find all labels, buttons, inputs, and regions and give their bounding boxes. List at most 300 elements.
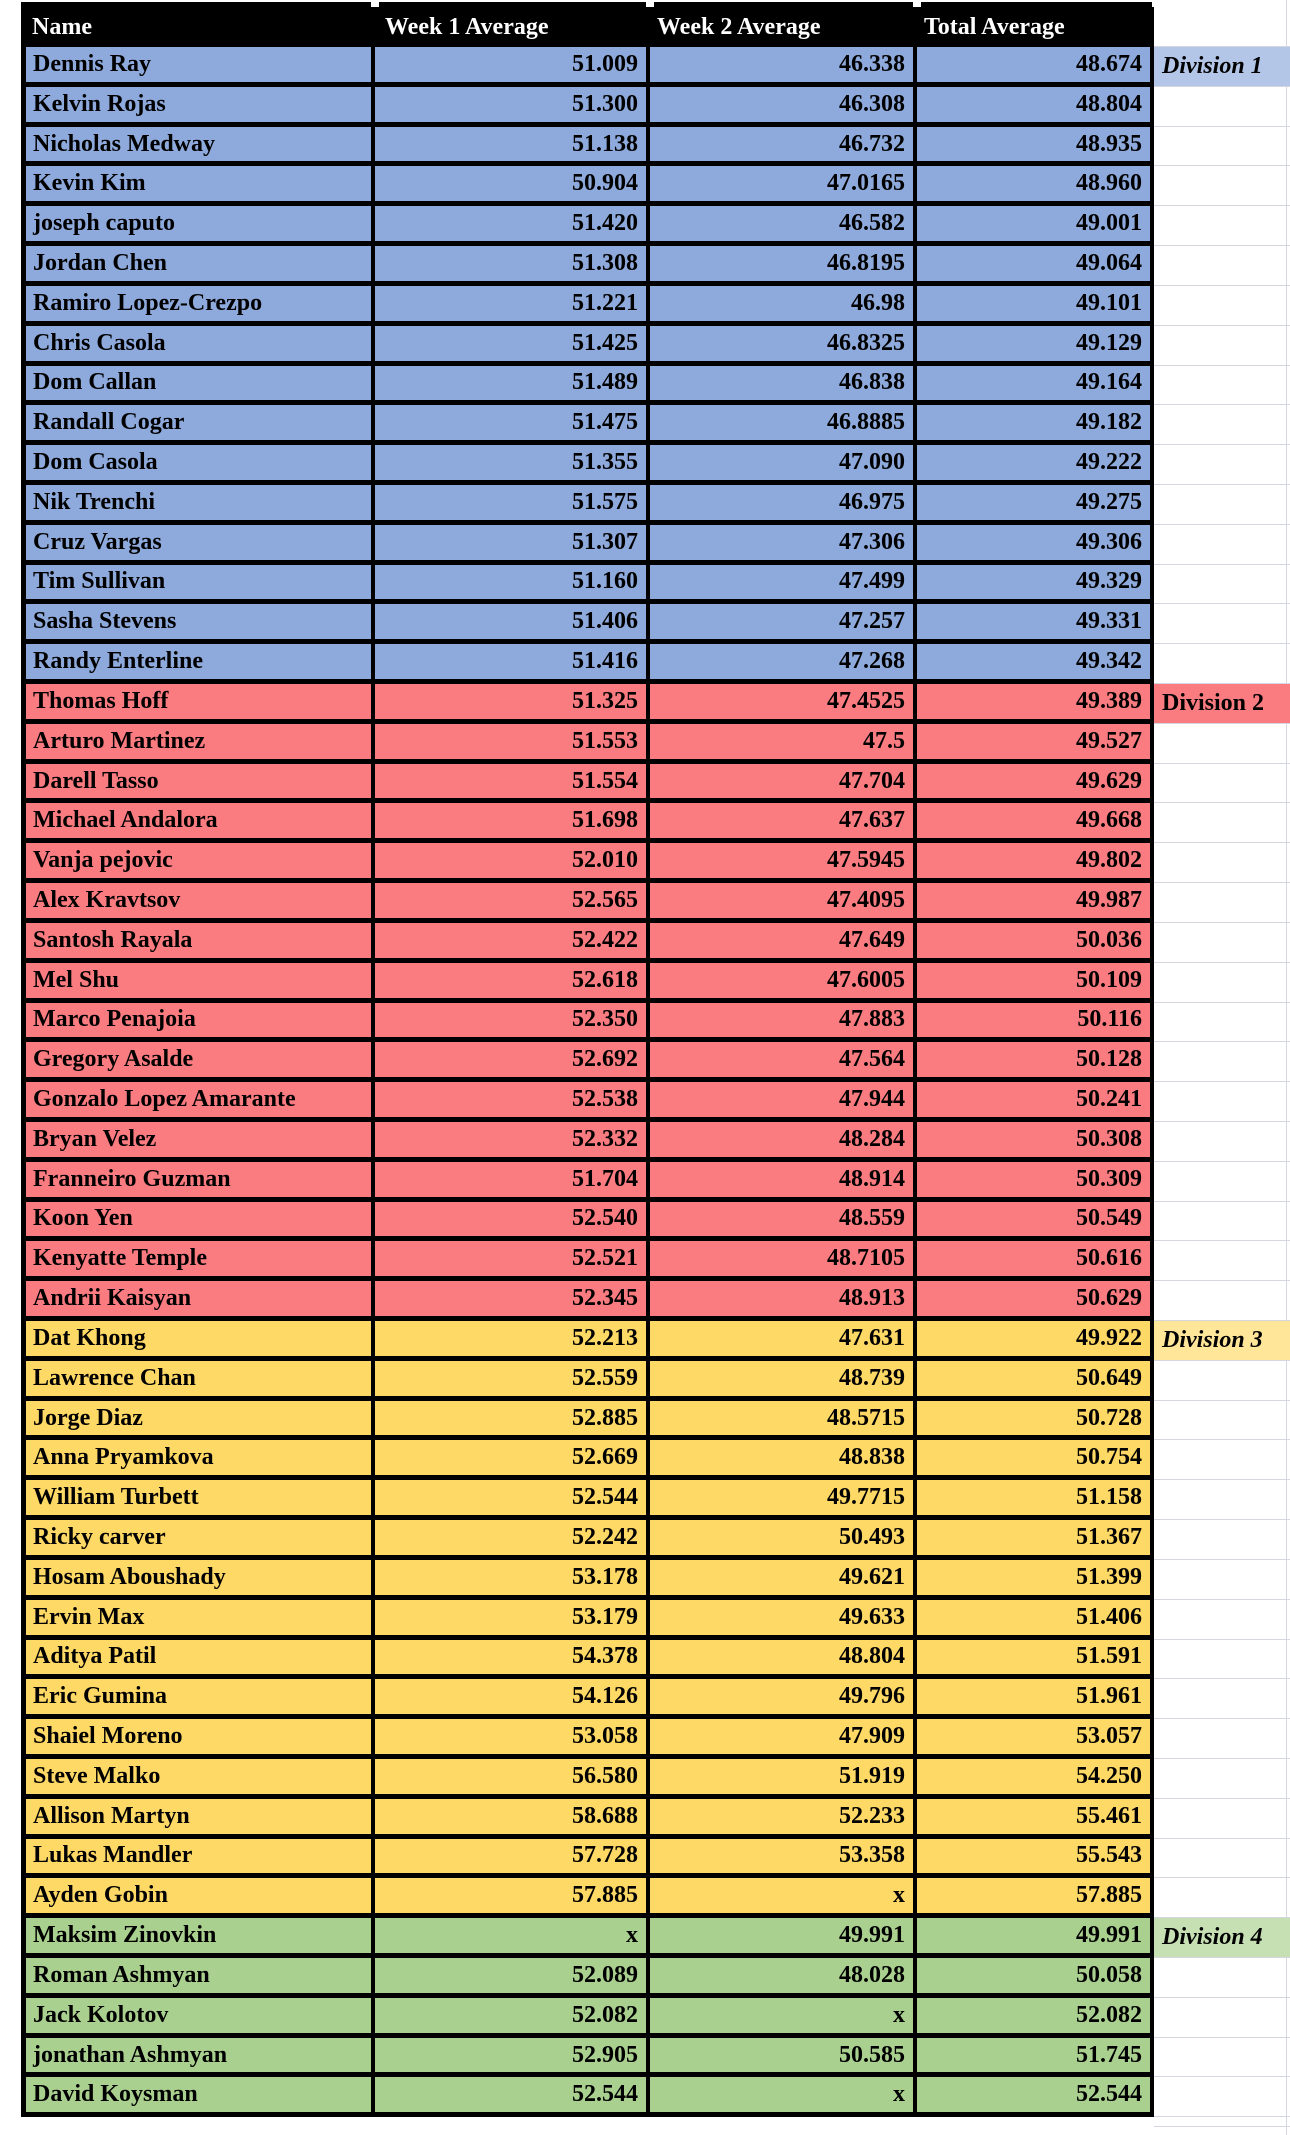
week2-average-cell[interactable]: 46.8195	[650, 246, 917, 286]
division-label-cell	[1154, 724, 1290, 764]
division-label-cell	[1154, 1241, 1290, 1281]
table-row	[21, 246, 1290, 286]
player-name-cell[interactable]: jonathan Ashmyan	[21, 2038, 375, 2078]
player-name-cell[interactable]: Thomas Hoff	[21, 684, 375, 724]
division-label-cell	[1154, 1401, 1290, 1441]
week2-average-cell[interactable]: 48.284	[650, 1122, 917, 1162]
week2-average-cell[interactable]: 47.499	[650, 565, 917, 605]
week2-average-cell[interactable]: 46.98	[650, 286, 917, 326]
week2-average-cell[interactable]: 47.306	[650, 525, 917, 565]
week1-average-cell[interactable]: 53.179	[375, 1600, 650, 1640]
total-average-cell[interactable]: 49.629	[917, 764, 1154, 804]
division-label-cell: Division 4	[1154, 1918, 1290, 1958]
week2-average-cell[interactable]: 49.621	[650, 1560, 917, 1600]
week1-average-cell[interactable]: 51.553	[375, 724, 650, 764]
player-name-cell[interactable]: Shaiel Moreno	[21, 1719, 375, 1759]
week2-average-cell[interactable]: 47.631	[650, 1321, 917, 1361]
division-label-cell	[1154, 843, 1290, 883]
week2-average-cell[interactable]: 47.6005	[650, 963, 917, 1003]
player-name-cell[interactable]: Andrii Kaisyan	[21, 1281, 375, 1321]
player-name-cell[interactable]: Ayden Gobin	[21, 1878, 375, 1918]
week1-average-cell[interactable]: 52.350	[375, 1003, 650, 1043]
player-name-cell[interactable]: Lawrence Chan	[21, 1361, 375, 1401]
week1-average-cell[interactable]: 50.904	[375, 166, 650, 206]
player-name-cell[interactable]: Alex Kravtsov	[21, 883, 375, 923]
table-row	[21, 366, 1290, 406]
total-average-cell[interactable]: 51.961	[917, 1679, 1154, 1719]
week1-average-cell[interactable]: 51.307	[375, 525, 650, 565]
division-label-cell	[1154, 803, 1290, 843]
division-label-cell	[1154, 565, 1290, 605]
division-label-cell	[1154, 1839, 1290, 1879]
week2-average-cell[interactable]: 47.257	[650, 604, 917, 644]
player-name-cell[interactable]: Aditya Patil	[21, 1640, 375, 1680]
week1-average-cell[interactable]: 51.406	[375, 604, 650, 644]
table-body	[21, 47, 1290, 2117]
week1-average-cell[interactable]: 52.559	[375, 1361, 650, 1401]
total-average-cell[interactable]: 52.082	[917, 1998, 1154, 2038]
column-header-name[interactable]: Name	[32, 13, 92, 40]
division-label-cell	[1154, 405, 1290, 445]
total-average-cell[interactable]: 50.728	[917, 1401, 1154, 1441]
player-name-cell[interactable]: Steve Malko	[21, 1759, 375, 1799]
total-average-cell[interactable]: 50.128	[917, 1042, 1154, 1082]
table-row	[21, 1560, 1290, 1600]
total-average-cell[interactable]: 53.057	[917, 1719, 1154, 1759]
total-average-cell[interactable]: 49.987	[917, 883, 1154, 923]
player-name-cell[interactable]: Dat Khong	[21, 1321, 375, 1361]
week2-average-cell[interactable]: 46.732	[650, 127, 917, 167]
division-label-cell	[1154, 1679, 1290, 1719]
week2-average-cell[interactable]: 47.704	[650, 764, 917, 804]
player-name-cell[interactable]: Vanja pejovic	[21, 843, 375, 883]
column-header-week2[interactable]: Week 2 Average	[657, 13, 821, 40]
player-name-cell[interactable]: Jordan Chen	[21, 246, 375, 286]
week2-average-cell[interactable]: 46.975	[650, 485, 917, 525]
week2-average-cell[interactable]: 48.559	[650, 1202, 917, 1242]
week1-average-cell[interactable]: 52.544	[375, 1480, 650, 1520]
table-row	[21, 764, 1290, 804]
table-row	[21, 724, 1290, 764]
week2-average-cell[interactable]: 49.633	[650, 1600, 917, 1640]
division-label-cell	[1154, 326, 1290, 366]
player-name-cell[interactable]: Bryan Velez	[21, 1122, 375, 1162]
total-average-cell[interactable]: 49.001	[917, 206, 1154, 246]
player-name-cell[interactable]: Koon Yen	[21, 1202, 375, 1242]
player-name-cell[interactable]: Kevin Kim	[21, 166, 375, 206]
player-name-cell[interactable]: Jorge Diaz	[21, 1401, 375, 1441]
week1-average-cell[interactable]: 51.160	[375, 565, 650, 605]
week2-average-cell[interactable]: 47.649	[650, 923, 917, 963]
week2-average-cell[interactable]: 49.796	[650, 1679, 917, 1719]
division-label-cell	[1154, 1640, 1290, 1680]
week2-average-cell[interactable]: 47.090	[650, 445, 917, 485]
player-name-cell[interactable]: Ricky carver	[21, 1520, 375, 1560]
week2-average-cell[interactable]: 47.944	[650, 1082, 917, 1122]
week2-average-cell[interactable]: 50.493	[650, 1520, 917, 1560]
player-name-cell[interactable]: Ramiro Lopez-Crezpo	[21, 286, 375, 326]
total-average-cell[interactable]: 49.164	[917, 366, 1154, 406]
header-row	[21, 7, 1154, 47]
player-name-cell[interactable]: Maksim Zinovkin	[21, 1918, 375, 1958]
week1-average-cell[interactable]: 52.082	[375, 1998, 650, 2038]
player-name-cell[interactable]: Jack Kolotov	[21, 1998, 375, 2038]
division-label-cell	[1154, 1759, 1290, 1799]
week2-average-cell[interactable]: 48.028	[650, 1958, 917, 1998]
table-row	[21, 684, 1290, 724]
week1-average-cell[interactable]: 52.565	[375, 883, 650, 923]
week1-average-cell[interactable]: 51.308	[375, 246, 650, 286]
total-average-cell[interactable]: 50.109	[917, 963, 1154, 1003]
division-label-cell	[1154, 1440, 1290, 1480]
total-average-cell[interactable]: 49.129	[917, 326, 1154, 366]
table-row	[21, 1958, 1290, 1998]
week1-average-cell[interactable]: 56.580	[375, 1759, 650, 1799]
week1-average-cell[interactable]: 52.242	[375, 1520, 650, 1560]
total-average-cell[interactable]: 50.241	[917, 1082, 1154, 1122]
division-label-cell	[1154, 166, 1290, 206]
week1-average-cell[interactable]: 51.425	[375, 326, 650, 366]
week1-average-cell[interactable]: 52.669	[375, 1440, 650, 1480]
total-average-cell[interactable]: 51.745	[917, 2038, 1154, 2078]
player-name-cell[interactable]: Mel Shu	[21, 963, 375, 1003]
player-name-cell[interactable]: Santosh Rayala	[21, 923, 375, 963]
week1-average-cell[interactable]: 52.422	[375, 923, 650, 963]
week1-average-cell[interactable]: 52.618	[375, 963, 650, 1003]
division-label-cell	[1154, 1281, 1290, 1321]
week1-average-cell[interactable]: 57.885	[375, 1878, 650, 1918]
week1-average-cell[interactable]: 51.575	[375, 485, 650, 525]
division-label-cell	[1154, 525, 1290, 565]
division-label-cell	[1154, 1082, 1290, 1122]
total-average-cell[interactable]: 51.158	[917, 1480, 1154, 1520]
column-header-total[interactable]: Total Average	[924, 13, 1065, 40]
total-average-cell[interactable]: 57.885	[917, 1878, 1154, 1918]
division-label-cell	[1154, 963, 1290, 1003]
total-average-cell[interactable]: 49.331	[917, 604, 1154, 644]
total-average-cell[interactable]: 49.306	[917, 525, 1154, 565]
division-label-cell	[1154, 485, 1290, 525]
week1-average-cell[interactable]: 52.089	[375, 1958, 650, 1998]
player-name-cell[interactable]: Dennis Ray	[21, 47, 375, 87]
total-average-cell[interactable]: 49.101	[917, 286, 1154, 326]
table-row	[21, 963, 1290, 1003]
week1-average-cell[interactable]: 52.010	[375, 843, 650, 883]
week2-average-cell[interactable]: 46.582	[650, 206, 917, 246]
table-row	[21, 1321, 1290, 1361]
player-name-cell[interactable]: Kelvin Rojas	[21, 87, 375, 127]
total-average-cell[interactable]: 52.544	[917, 2077, 1154, 2117]
division-label-cell	[1154, 923, 1290, 963]
week2-average-cell[interactable]: 48.913	[650, 1281, 917, 1321]
week1-average-cell[interactable]: 52.213	[375, 1321, 650, 1361]
total-average-cell[interactable]: 54.250	[917, 1759, 1154, 1799]
division-label-cell	[1154, 1042, 1290, 1082]
total-average-cell[interactable]: 55.543	[917, 1839, 1154, 1879]
week1-average-cell[interactable]: 54.126	[375, 1679, 650, 1719]
week1-average-cell[interactable]: 58.688	[375, 1799, 650, 1839]
total-average-cell[interactable]: 50.754	[917, 1440, 1154, 1480]
player-name-cell[interactable]: Gonzalo Lopez Amarante	[21, 1082, 375, 1122]
division-label-cell	[1154, 644, 1290, 684]
player-name-cell[interactable]: Gregory Asalde	[21, 1042, 375, 1082]
total-average-cell[interactable]: 49.182	[917, 405, 1154, 445]
table-row	[21, 87, 1290, 127]
week2-average-cell[interactable]: 47.0165	[650, 166, 917, 206]
total-average-cell[interactable]: 49.222	[917, 445, 1154, 485]
player-name-cell[interactable]: Randy Enterline	[21, 644, 375, 684]
player-name-cell[interactable]: Arturo Martinez	[21, 724, 375, 764]
division-label-cell	[1154, 1958, 1290, 1998]
total-average-cell[interactable]: 48.960	[917, 166, 1154, 206]
total-average-cell[interactable]: 50.649	[917, 1361, 1154, 1401]
table-row	[21, 445, 1290, 485]
week2-average-cell[interactable]: 47.637	[650, 803, 917, 843]
player-name-cell[interactable]: Hosam Aboushady	[21, 1560, 375, 1600]
player-name-cell[interactable]: Nik Trenchi	[21, 485, 375, 525]
week2-average-cell[interactable]: 47.883	[650, 1003, 917, 1043]
week1-average-cell[interactable]: 51.325	[375, 684, 650, 724]
week1-average-cell[interactable]: 51.221	[375, 286, 650, 326]
table-row	[21, 1918, 1290, 1958]
player-name-cell[interactable]: Randall Cogar	[21, 405, 375, 445]
total-average-cell[interactable]: 49.342	[917, 644, 1154, 684]
total-average-cell[interactable]: 50.309	[917, 1162, 1154, 1202]
player-name-cell[interactable]: Marco Penajoia	[21, 1003, 375, 1043]
week2-average-cell[interactable]: 48.804	[650, 1640, 917, 1680]
total-average-cell[interactable]: 51.406	[917, 1600, 1154, 1640]
week2-average-cell[interactable]: 49.7715	[650, 1480, 917, 1520]
table-row	[21, 1122, 1290, 1162]
table-row	[21, 1520, 1290, 1560]
total-average-cell[interactable]: 50.616	[917, 1241, 1154, 1281]
player-name-cell[interactable]: Anna Pryamkova	[21, 1440, 375, 1480]
week1-average-cell[interactable]: 51.300	[375, 87, 650, 127]
week2-average-cell[interactable]: 53.358	[650, 1839, 917, 1879]
week1-average-cell[interactable]: 52.345	[375, 1281, 650, 1321]
week2-average-cell[interactable]: 46.838	[650, 366, 917, 406]
week2-average-cell[interactable]: 48.5715	[650, 1401, 917, 1441]
division-label-cell	[1154, 2038, 1290, 2078]
table-row	[21, 1799, 1290, 1839]
player-name-cell[interactable]: Allison Martyn	[21, 1799, 375, 1839]
total-average-cell[interactable]: 48.804	[917, 87, 1154, 127]
week2-average-cell[interactable]: 51.919	[650, 1759, 917, 1799]
table-row	[21, 1839, 1290, 1879]
division-label-cell	[1154, 286, 1290, 326]
division-label-cell: Division 2	[1154, 684, 1290, 724]
division-label-cell	[1154, 1560, 1290, 1600]
player-name-cell[interactable]: William Turbett	[21, 1480, 375, 1520]
player-name-cell[interactable]: Darell Tasso	[21, 764, 375, 804]
table-row	[21, 1719, 1290, 1759]
division-label-cell	[1154, 883, 1290, 923]
table-row	[21, 485, 1290, 525]
table-row	[21, 206, 1290, 246]
table-row	[21, 1082, 1290, 1122]
division-label-cell: Division 1	[1154, 47, 1290, 87]
total-average-cell[interactable]: 49.329	[917, 565, 1154, 605]
week2-average-cell[interactable]: 47.4095	[650, 883, 917, 923]
player-name-cell[interactable]: joseph caputo	[21, 206, 375, 246]
week2-average-cell[interactable]: 46.8885	[650, 405, 917, 445]
table-row	[21, 326, 1290, 366]
division-label-cell	[1154, 1878, 1290, 1918]
week2-average-cell[interactable]: 47.5	[650, 724, 917, 764]
player-name-cell[interactable]: Chris Casola	[21, 326, 375, 366]
week1-average-cell[interactable]: 52.521	[375, 1241, 650, 1281]
total-average-cell[interactable]: 49.527	[917, 724, 1154, 764]
table-row	[21, 923, 1290, 963]
week2-average-cell[interactable]: 49.991	[650, 1918, 917, 1958]
division-label-cell	[1154, 1719, 1290, 1759]
table-row	[21, 803, 1290, 843]
week1-average-cell[interactable]: 51.138	[375, 127, 650, 167]
total-average-cell[interactable]: 51.399	[917, 1560, 1154, 1600]
week1-average-cell[interactable]: 51.704	[375, 1162, 650, 1202]
player-name-cell[interactable]: Ervin Max	[21, 1600, 375, 1640]
week1-average-cell[interactable]: 51.355	[375, 445, 650, 485]
division-label-cell	[1154, 366, 1290, 406]
total-average-cell[interactable]: 50.549	[917, 1202, 1154, 1242]
week1-average-cell[interactable]: 51.475	[375, 405, 650, 445]
total-average-cell[interactable]: 49.389	[917, 684, 1154, 724]
player-name-cell[interactable]: David Koysman	[21, 2077, 375, 2117]
total-average-cell[interactable]: 49.802	[917, 843, 1154, 883]
week1-average-cell[interactable]: x	[375, 1918, 650, 1958]
column-header-week1[interactable]: Week 1 Average	[385, 13, 549, 40]
week1-average-cell[interactable]: 51.420	[375, 206, 650, 246]
total-average-cell[interactable]: 50.116	[917, 1003, 1154, 1043]
week1-average-cell[interactable]: 51.698	[375, 803, 650, 843]
week1-average-cell[interactable]: 51.009	[375, 47, 650, 87]
table-row	[21, 286, 1290, 326]
division-label-cell	[1154, 764, 1290, 804]
table-row	[21, 1281, 1290, 1321]
table-row	[21, 644, 1290, 684]
table-row	[21, 883, 1290, 923]
week1-average-cell[interactable]: 51.416	[375, 644, 650, 684]
total-average-cell[interactable]: 51.367	[917, 1520, 1154, 1560]
total-average-cell[interactable]: 48.674	[917, 47, 1154, 87]
week2-average-cell[interactable]: 46.308	[650, 87, 917, 127]
player-name-cell[interactable]: Lukas Mandler	[21, 1839, 375, 1879]
player-name-cell[interactable]: Roman Ashmyan	[21, 1958, 375, 1998]
player-name-cell[interactable]: Kenyatte Temple	[21, 1241, 375, 1281]
week2-average-cell[interactable]: 50.585	[650, 2038, 917, 2078]
week1-average-cell[interactable]: 51.554	[375, 764, 650, 804]
table-row	[21, 127, 1290, 167]
division-label-cell	[1154, 1799, 1290, 1839]
week2-average-cell[interactable]: 46.338	[650, 47, 917, 87]
total-average-cell[interactable]: 50.308	[917, 1122, 1154, 1162]
week1-average-cell[interactable]: 51.489	[375, 366, 650, 406]
total-average-cell[interactable]: 51.591	[917, 1640, 1154, 1680]
total-average-cell[interactable]: 49.064	[917, 246, 1154, 286]
table-row	[21, 843, 1290, 883]
player-name-cell[interactable]: Nicholas Medway	[21, 127, 375, 167]
player-name-cell[interactable]: Eric Gumina	[21, 1679, 375, 1719]
division-label-cell	[1154, 1480, 1290, 1520]
week1-average-cell[interactable]: 53.178	[375, 1560, 650, 1600]
table-row	[21, 2077, 1290, 2117]
total-average-cell[interactable]: 49.922	[917, 1321, 1154, 1361]
table-row	[21, 1878, 1290, 1918]
division-label-cell	[1154, 445, 1290, 485]
table-row	[21, 1759, 1290, 1799]
table-row	[21, 405, 1290, 445]
week1-average-cell[interactable]: 52.905	[375, 2038, 650, 2078]
total-average-cell[interactable]: 48.935	[917, 127, 1154, 167]
table-row	[21, 2038, 1290, 2078]
total-average-cell[interactable]: 50.036	[917, 923, 1154, 963]
table-row	[21, 1042, 1290, 1082]
week2-average-cell[interactable]: 48.7105	[650, 1241, 917, 1281]
total-average-cell[interactable]: 49.991	[917, 1918, 1154, 1958]
division-label-cell	[1154, 1600, 1290, 1640]
player-name-cell[interactable]: Franneiro Guzman	[21, 1162, 375, 1202]
week2-average-cell[interactable]: 47.4525	[650, 684, 917, 724]
week2-average-cell[interactable]: x	[650, 2077, 917, 2117]
total-average-cell[interactable]: 49.668	[917, 803, 1154, 843]
week1-average-cell[interactable]: 52.540	[375, 1202, 650, 1242]
player-name-cell[interactable]: Sasha Stevens	[21, 604, 375, 644]
week2-average-cell[interactable]: x	[650, 1998, 917, 2038]
player-name-cell[interactable]: Dom Casola	[21, 445, 375, 485]
player-name-cell[interactable]: Tim Sullivan	[21, 565, 375, 605]
division-label-cell	[1154, 1003, 1290, 1043]
week2-average-cell[interactable]: 48.838	[650, 1440, 917, 1480]
total-average-cell[interactable]: 49.275	[917, 485, 1154, 525]
total-average-cell[interactable]: 55.461	[917, 1799, 1154, 1839]
week1-average-cell[interactable]: 53.058	[375, 1719, 650, 1759]
week1-average-cell[interactable]: 52.692	[375, 1042, 650, 1082]
table-row	[21, 1480, 1290, 1520]
division-label-cell	[1154, 1202, 1290, 1242]
week1-average-cell[interactable]: 52.544	[375, 2077, 650, 2117]
table-row	[21, 1401, 1290, 1441]
player-name-cell[interactable]: Michael Andalora	[21, 803, 375, 843]
week1-average-cell[interactable]: 54.378	[375, 1640, 650, 1680]
total-average-cell[interactable]: 50.629	[917, 1281, 1154, 1321]
division-label-cell	[1154, 2077, 1290, 2117]
week2-average-cell[interactable]: 47.564	[650, 1042, 917, 1082]
table-row	[21, 1241, 1290, 1281]
week2-average-cell[interactable]: 47.268	[650, 644, 917, 684]
week2-average-cell[interactable]: x	[650, 1878, 917, 1918]
week2-average-cell[interactable]: 48.914	[650, 1162, 917, 1202]
player-name-cell[interactable]: Cruz Vargas	[21, 525, 375, 565]
week2-average-cell[interactable]: 48.739	[650, 1361, 917, 1401]
week2-average-cell[interactable]: 47.5945	[650, 843, 917, 883]
table-row	[21, 1440, 1290, 1480]
table-row	[21, 1003, 1290, 1043]
table-row	[21, 1679, 1290, 1719]
week2-average-cell[interactable]: 52.233	[650, 1799, 917, 1839]
week2-average-cell[interactable]: 46.8325	[650, 326, 917, 366]
total-average-cell[interactable]: 50.058	[917, 1958, 1154, 1998]
week1-average-cell[interactable]: 52.885	[375, 1401, 650, 1441]
division-label-cell	[1154, 1122, 1290, 1162]
division-label-cell: Division 3	[1154, 1321, 1290, 1361]
week1-average-cell[interactable]: 57.728	[375, 1839, 650, 1879]
table-row	[21, 565, 1290, 605]
week1-average-cell[interactable]: 52.538	[375, 1082, 650, 1122]
week1-average-cell[interactable]: 52.332	[375, 1122, 650, 1162]
table-row	[21, 1361, 1290, 1401]
week2-average-cell[interactable]: 47.909	[650, 1719, 917, 1759]
player-name-cell[interactable]: Dom Callan	[21, 366, 375, 406]
